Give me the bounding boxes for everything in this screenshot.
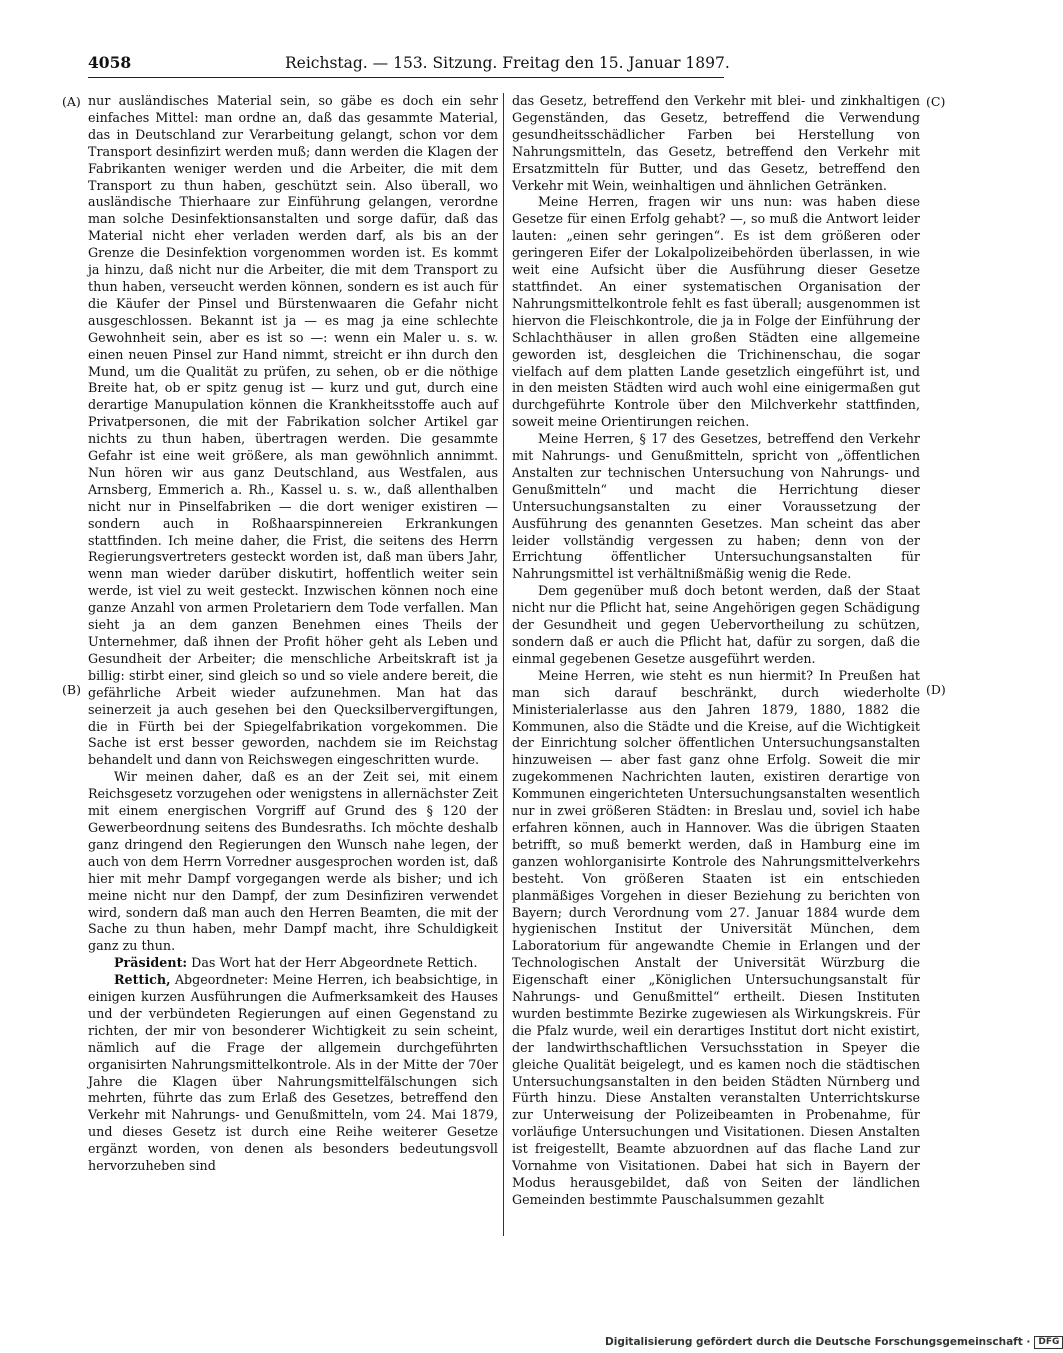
speaker-paragraph bbox=[88, 955, 498, 972]
right-column bbox=[512, 93, 920, 1209]
paragraph: Wir meinen daher, daß es an der Zeit sei, mit einem Reichsgesetz vorzugehen oder wenigstens in allernächster Zeit mit einem energischen Vorgriff auf Grund des § 120 der Gewerbeordnung seitens des Bundesraths. Ich möchte deshalb ganz dringend den Regierungen den Wunsch nahe legen, der auch von dem Herrn Vorredner ausgesprochen worden ist, daß hier mit mehr Dampf vorgegangen werde als bisher; und ich meine nicht nur den Dampf, der zum Desinfiziren verwendet wird, sondern daß man auch den Herren Beamten, die mit der Sache zu thun haben, mehr Dampf macht, ihre Schuldigkeit ganz zu thun. bbox=[88, 769, 498, 954]
margin-marker-a: (A) bbox=[62, 94, 81, 109]
speaker-name: Rettich, bbox=[114, 972, 171, 988]
speech-text: Abgeordneter: Meine Herren, ich beabsichtige, in einigen kurzen Ausführungen die Aufmerksamkeit des Hauses und der verbündeten Regierungen auf einen Gegenstand zu richten, der mir von besonderer Wichtigkeit zu sein scheint, nämlich auf die Frage der allgemein durchgeführten organisirten Nahrungsmittelkontrole. Als in der Mitte der 70er Jahre die Klagen über Nahrungsmittelfälschungen sich mehrten, führte das zum Erlaß des Gesetzes, betreffend den Verkehr mit Nahrungs- und Genußmitteln, vom 24. Mai 1879, und dieses Gesetz ist durch eine Reihe weiterer Gesetze ergänzt worden, von denen als besonders bedeutungsvoll hervorzuheben sind bbox=[88, 972, 498, 1174]
header-rule bbox=[88, 77, 724, 78]
paragraph: nur ausländisches Material sein, so gäbe es doch ein sehr einfaches Mittel: man ordne an, daß das gesammte Material, das in Deutschland zur Verarbeitung gelangt, schon vor dem Transport desinfizirt werden muß; dann werden die Klagen der Fabrikanten weniger werden und die Arbeiter, die mit dem Transport zu thun haben, geschützt sein. Also überall, wo ausländische Thierhaare zur Einführung gelangen, verordne man solche Desinfektionsanstalten und sorge dafür, daß das Material nicht eher verladen werden darf, als bis an der Grenze die Desinfektion vorgenommen worden ist. Es kommt ja hinzu, daß nicht nur die Arbeiter, die mit dem Transport zu thun haben, verseucht werden können, sondern es ist auch für die Käufer der Pinsel und Bürstenwaaren die Gefahr nicht ausgeschlossen. Bekannt ist ja — es mag ja eine schlechte Gewohnheit sein, aber es ist so —: wenn ein Maler u. s. w. einen neuen Pinsel zur Hand nimmt, streicht er ihn durch den Mund, um die Qualität zu prüfen, zu sehen, ob er die nöthige Breite hat, ob er spitz genug ist — kurz und gut, durch eine derartige Manupulation können die Krankheitsstoffe auch auf Privatpersonen, die mit der Fabrikation solcher Artikel gar nichts zu thun haben, übertragen werden. Die gesammte Gefahr ist eine weit größere, als man gewöhnlich annimmt. Nun hören wir aus ganz Deutschland, aus Westfalen, aus Arnsberg, Emmerich a. Rh., Kassel u. s. w., daß allenthalben nicht nur in Pinselfabriken — die dort weniger existiren — sondern auch in Roßhaarspinnereien Erkrankungen stattfinden. Ich meine daher, die Frist, die seitens des Herrn Regierungsvertreters gesteckt worden ist, daß man übers Jahr, wenn man wieder darüber diskutirt, hoffentlich weiter sein werde, ist viel zu weit gesteckt. Inzwischen können noch eine ganze Anzahl von armen Proletariern dem Tode verfallen. Man sieht ja an dem ganzen Benehmen eines Theils der Unternehmer, daß ihnen der Profit höher geht als Leben und Gesundheit der Arbeiter; die menschliche Arbeitskraft ist ja billig: stirbt einer, sind gleich so und so viele andere bereit, die gefährliche Arbeit wieder aufzunehmen. Man hat das seinerzeit ja auch gesehen bei den Quecksilbervergiftungen, die in Fürth bei der Spiegelfabrikation vorgekommen. Die Sache ist erst besser geworden, nachdem sie im Reichstag behandelt und dann von Reichswegen eingeschritten wurde. bbox=[88, 93, 498, 768]
paragraph: Meine Herren, wie steht es nun hiermit? In Preußen hat man sich darauf beschränkt, durch wiederholte Ministerialerlasse aus den Jahren 1879, 1880, 1882 die Kommunen, also die Städte und die Kreise, auf die Wichtigkeit der Einrichtung solcher öffentlichen Untersuchungsanstalten hinzuweisen — aber fast ganz ohne Erfolg. Soweit die mir zugekommenen Nachrichten lauten, existiren derartige von Kommunen eingerichteten Untersuchungsanstalten wesentlich nur in zwei größeren Städten: in Breslau und, soviel ich habe erfahren können, auch in Hannover. Was die übrigen Staaten betrifft, so muß bemerkt werden, daß in Hamburg eine im ganzen wohlorganisirte Kontrole des Nahrungsmittelverkehrs besteht. Von größeren Staaten ist ein entschieden planmäßiges Vorgehen in dieser Beziehung zu berichten von Bayern; durch Verordnung vom 27. Januar 1884 wurde dem hygienischen Institut der Universität München, dem Laboratorium für angewandte Chemie in Erlangen und der Technologischen Anstalt der Universität Würzburg die Eigenschaft einer „Königlichen Untersuchungsanstalt für Nahrungs- und Genußmittel“ ertheilt. Diesen Instituten wurden bestimmte Bezirke zugewiesen als Wirkungskreis. Für die Pfalz wurde, weil ein derartiges Institut dort nicht existirt, der landwirthschaftlichen Versuchsstation in Speyer die gleiche Qualität beigelegt, und es kamen noch die städtischen Untersuchungsanstalten in den beiden Städten Nürnberg und Fürth hinzu. Diese Anstalten veranstalten Unterrichtskurse zur Unterweisung der Polizeibeamten in Probenahme, für vorläufige Untersuchungen und Visitationen. Diesen Anstalten ist freigestellt, Beamte abzuordnen auf das flache Land zur Vornahme von Visitationen. Dabei hat sich in Bayern der Modus herausgebildet, daß von Seiten der ländlichen Gemeinden bestimmte Pauschalsummen gezahlt bbox=[512, 667, 920, 1207]
speech-text: Das Wort hat der Herr Abgeordnete Rettich. bbox=[191, 955, 478, 971]
left-column bbox=[88, 93, 498, 1175]
paragraph: Meine Herren, § 17 des Gesetzes, betreffend den Verkehr mit Nahrungs- und Genußmitteln, spricht von „öffentlichen Anstalten zur technischen Untersuchung von Nahrungs- und Genußmitteln“ und macht die Herrichtung dieser Untersuchungsanstalten zu einer Voraussetzung der Ausführung des genannten Gesetzes. Man scheint das aber leider vollständig vergessen zu haben; denn von der Errichtung öffentlicher Untersuchungsanstalten für Nahrungsmittel ist verhältnißmäßig wenig die Rede. bbox=[512, 431, 920, 582]
running-title: Reichstag. — 153. Sitzung. Freitag den 15. Januar 1897. bbox=[285, 54, 730, 72]
paragraph: Meine Herren, fragen wir uns nun: was haben diese Gesetze für einen Erfolg gehabt? —, so muß die Antwort leider lauten: „einen sehr geringen“. Es ist dem größeren oder geringeren Eifer der Lokalpolizeibehörden überlassen, in wie weit eine Aufsicht über die Ausführung dieser Gesetze stattfindet. An einer systematischen Organisation der Nahrungsmittelkontrole fehlt es fast überall; ausgenommen ist hiervon die Fleischkontrole, die ja in Folge der Einführung der Schlachthäuser in allen großen Städten eine allgemeine geworden ist, desgleichen die Trichinenschau, die sogar vielfach auf dem platten Lande gesetzlich eingeführt ist, und in den meisten Städten wird auch wohl eine einigermaßen gut durchgeführte Kontrole über den Milchverkehr stattfinden, soweit meine Orientirungen reichen. bbox=[512, 194, 920, 430]
column-divider bbox=[503, 93, 504, 1236]
margin-marker-b: (B) bbox=[62, 682, 81, 697]
margin-marker-c: (C) bbox=[926, 94, 946, 109]
digitization-footer bbox=[605, 1334, 1060, 1350]
speaker-name: Präsident: bbox=[114, 955, 188, 971]
footer-text: Digitalisierung gefördert durch die Deutsche Forschungsgemeinschaft · bbox=[605, 1336, 1031, 1348]
page-number: 4058 bbox=[88, 53, 132, 72]
paragraph: Dem gegenüber muß doch betont werden, daß der Staat nicht nur die Pflicht hat, seine Angehörigen gegen Schädigung der Gesundheit und gegen Uebervortheilung zu schützen, sondern daß er auch die Pflicht hat, dafür zu sorgen, daß die einmal gegebenen Gesetze ausgeführt werden. bbox=[512, 583, 920, 666]
page-header bbox=[88, 52, 730, 74]
speaker-paragraph bbox=[88, 972, 498, 1175]
paragraph: das Gesetz, betreffend den Verkehr mit blei- und zinkhaltigen Gegenständen, das Gesetz, betreffend die Verwendung gesundheitsschädlicher Farben bei Herstellung von Nahrungsmitteln, das Gesetz, betreffend den Verkehr mit Ersatzmitteln für Butter, und das Gesetz, betreffend den Verkehr mit Wein, weinhaltigen und ähnlichen Getränken. bbox=[512, 93, 920, 193]
margin-marker-d: (D) bbox=[926, 682, 946, 697]
dfg-logo: DFG bbox=[1034, 1336, 1063, 1349]
